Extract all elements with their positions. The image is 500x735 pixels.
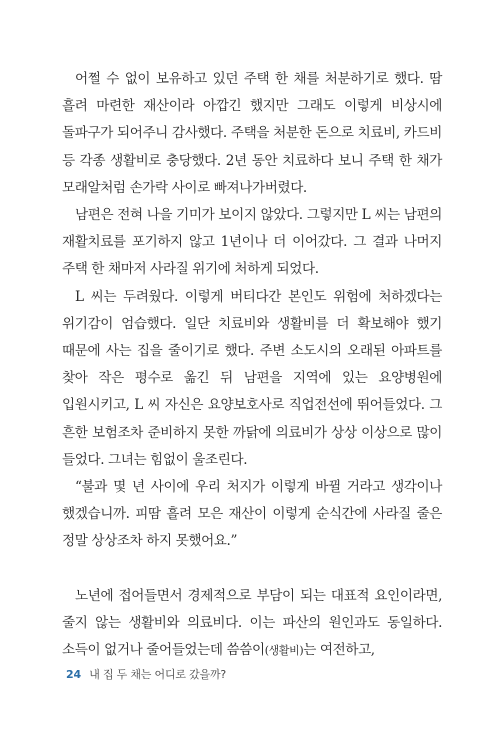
running-title: 내 집 두 채는 어디로 갔을까? [89, 668, 227, 681]
paragraph-husband-rehab: 남편은 전혀 나을 기미가 보이지 않았다. 그렇지만 L 씨는 남편의 재활치료를 포기하지 않고 1년이나 더 이어갔다. 그 결과 나머지 주택 한 채마저 사라질 위기에 처하게 되었다. [62, 207, 443, 278]
body-text [62, 66, 442, 664]
paragraph-old-age-burden [62, 583, 442, 665]
page-footer [66, 666, 226, 682]
page-number: 24 [66, 668, 81, 681]
paragraph-old-age-text-b: 는 여전하고, [303, 642, 375, 659]
paragraph-old-age-text-a: 노년에 접어들면서 경제적으로 부담이 되는 대표적 요인이라면, 줄지 않는 생활비와 의료비다. 이는 파산의 원인과도 동일하다. 소득이 없거나 줄어들었는데 씀씀이 [62, 587, 442, 659]
paragraph-l-afraid: L 씨는 두려웠다. 이렇게 버티다간 본인도 위험에 처하겠다는 위기감이 엄습했다. 일단 치료비와 생활비를 더 확보해야 했기 때문에 사는 집을 줄이기로 했다. 주변 소도시의 오래된 아파트를 찾아 작은 평수로 옮긴 뒤 남편을 지역에 있는 요양병원에 입원시키고, L 씨 자신은 요양보호사로 직업전선에 뛰어들었다. 그 흔한 보험조차 준비하지 못한 까닭에 의료비가 상상 이상으로 많이 들었다. 그녀는 힘없이 울조린다. [62, 288, 442, 468]
paragraph-quote: “불과 몇 년 사이에 우리 처지가 이렇게 바뀔 거라고 생각이나 했겠습니까. 피땀 흘려 모은 재산이 이렇게 순식간에 사라질 줄은 정말 상상조차 하지 못했어요.” [62, 479, 442, 550]
paragraph-old-age-note: (생활비) [264, 644, 304, 658]
paragraph-sale-of-house: 어쩔 수 없이 보유하고 있던 주택 한 채를 처분하기로 했다. 땀 흘려 마련한 재산이라 아깝긴 했지만 그래도 이렇게 비상시에 돌파구가 되어주니 감사했다. 주택을 처분한 돈으로 치료비, 카드비 등 각종 생활비로 충당했다. 2년 동안 치료하다 보니 주택 한 채가 모래알처럼 손가락 사이로 빠져나가버렸다. [62, 71, 442, 196]
